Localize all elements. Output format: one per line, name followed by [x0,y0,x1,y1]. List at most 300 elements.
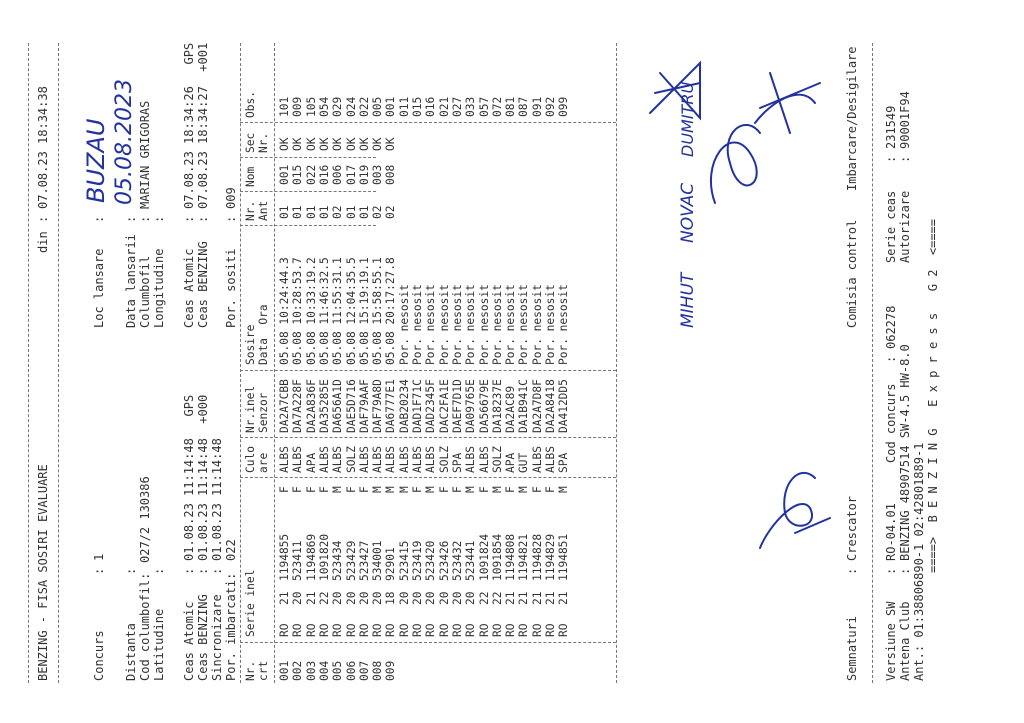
ceas-atomic-label: Ceas Atomic [182,601,196,681]
cell-nom: 003 [371,164,385,185]
cell-sosire: 05.08 15:19:19.1 [357,257,371,365]
crescator-signature [760,473,830,548]
cell-culoare: ALBS [291,446,305,473]
cell-stare: OK [357,137,371,151]
cell-obs: 005 [371,96,385,117]
cell-inel: 523427 [357,540,371,581]
cell-tara: RO [464,623,478,637]
cell-tara: RO [317,623,331,637]
cell-tara: RO [437,623,451,637]
cell-obs: 092 [544,96,557,117]
cell-sosire: Por. nesosit [517,284,531,365]
cell-an: 18 [384,591,398,605]
cell-tara: RO [424,623,438,637]
cell-nr: 007 [357,660,371,681]
cell-ant: 01 [291,205,305,219]
serie-ceas-colon: : [884,155,898,163]
cell-sex: F [304,486,318,493]
cell-inel: 1194828 [530,533,544,581]
columbofil-label: Columbofil [138,255,152,328]
cell-sex: F [344,486,358,493]
cell-sosire: Por. nesosit [437,284,451,365]
cell-ant: 02 [371,205,385,219]
cell-tara: RO [371,623,385,637]
columbofil-value: MARIAN GRIGORAS [138,100,152,209]
cell-obs: 081 [504,96,518,117]
cell-sosire: Por. nesosit [464,284,478,365]
cell-senzor: DA35285E [317,379,331,433]
cell-an: 20 [464,591,478,605]
cell-culoare: ALBS [357,446,371,473]
cell-sosire: Por. nesosit [557,284,571,365]
right-benzing-colon: : [196,215,210,223]
cell-sex: F [477,486,491,493]
cell-sosire: Por. nesosit [504,284,518,365]
cell-sex: F [544,486,557,493]
commission-signature-3 [755,73,820,133]
cell-obs: 016 [424,96,438,117]
cell-tara: RO [411,623,424,637]
cell-an: 20 [331,591,345,605]
cell-tara: RO [357,623,371,637]
cell-obs: 022 [357,96,371,117]
cell-ant: 01 [278,205,291,219]
cell-inel: 534001 [371,540,385,581]
cell-culoare: ALBS [530,446,544,473]
din-label: din [36,231,50,253]
cell-nr: 009 [384,660,398,681]
col-obs: Obs. [244,91,257,118]
cell-senzor: DA2A8418 [544,379,557,433]
ceas-atomic-value: 01.08.23 11:14:48 GPS [182,394,196,561]
col-senzor: Senzor [257,392,270,433]
cell-culoare: SOLZ [437,446,451,473]
cell-inel: 523420 [424,540,438,581]
cell-inel: 1091820 [317,533,331,581]
commission-signature-1 [650,63,700,118]
right-benzing-label: Ceas BENZING [196,241,210,328]
cell-sex: F [530,486,544,493]
cell-obs: 021 [437,96,451,117]
cell-an: 21 [278,591,291,605]
cell-obs: 091 [530,96,544,117]
col-are: are [257,452,270,473]
cell-senzor: DA656A1D [331,379,345,433]
cell-obs: 087 [517,96,531,117]
cell-obs: 105 [304,96,318,117]
cell-inel: 523432 [450,540,464,581]
cell-obs: 054 [317,96,331,117]
cell-tara: RO [544,623,557,637]
semnaturi-label: Semnaturi [845,615,859,681]
cell-culoare: ALBS [424,446,438,473]
cell-inel: 1194829 [544,533,557,581]
cell-nom: 019 [357,164,371,185]
cell-an: 20 [344,591,358,605]
cell-senzor: DA1B941C [517,379,531,433]
cell-sosire: Por. nesosit [450,284,464,365]
cell-culoare: ALBS [371,446,385,473]
cell-inel: 523434 [331,540,345,581]
cell-tara: RO [344,623,358,637]
concurs-label: Concurs [92,630,106,681]
commission-signature-2 [711,125,760,203]
sositi-value: 009 [224,187,238,209]
cell-inel: 523429 [344,540,358,581]
cell-tara: RO [530,623,544,637]
cell-obs: 033 [464,96,478,117]
cell-senzor: DAE5D716 [344,379,358,433]
sincronizare-value: 01.08.23 11:14:48 [210,438,224,561]
cell-senzor: DAD2345F [424,379,438,433]
cell-ant: 02 [384,205,398,219]
cell-sex: M [517,486,531,493]
sheet-title: BENZING - FISA SOSIRI EVALUARE [36,464,50,681]
cell-ant: 01 [344,205,358,219]
cell-culoare: APA [504,452,518,473]
cell-senzor: DAC2FA1E [437,379,451,433]
col-nrinel: Nr.inel [244,385,257,433]
cell-senzor: DAEF7D1D [450,379,464,433]
antena-label: Antena Club [898,601,912,681]
sincronizare-colon: : [210,567,224,575]
col-nr-ant: Nr. [244,200,257,221]
cod-concurs-colon: : [884,355,898,363]
cell-stare: OK [304,137,318,151]
concurs-colon: : [92,567,106,575]
cell-an: 20 [371,591,385,605]
cell-an: 20 [411,591,424,605]
cell-senzor: DA2A836F [304,379,318,433]
cell-sosire: Por. nesosit [477,284,491,365]
cell-inel: 1091854 [490,533,504,581]
sign-name-2: NOVAC [678,182,698,243]
cell-culoare: SPA [450,452,464,473]
cell-tara: RO [304,623,318,637]
col-nr: Nr. [244,660,257,681]
cell-an: 20 [397,591,411,605]
cell-an: 22 [477,591,491,605]
autorizare-colon: : [898,155,912,163]
cell-nr: 008 [371,660,385,681]
cell-obs: 001 [384,96,398,117]
cell-inel: 1194851 [557,533,571,581]
cell-stare: OK [278,137,291,151]
cell-nom: 001 [278,164,291,185]
cell-sosire: 05.08 10:33:19.2 [304,257,318,365]
cell-sex: M [490,486,504,493]
cell-nr: 005 [331,660,345,681]
cell-tara: RO [331,623,345,637]
cell-obs: 024 [344,96,358,117]
semnaturi-colon: : [845,567,859,575]
cell-tara: RO [397,623,411,637]
cell-ant: 01 [317,205,331,219]
cell-sex: M [331,486,345,493]
cell-inel: 1091824 [477,533,491,581]
cell-an: 21 [544,591,557,605]
cell-sex: M [384,486,398,493]
longitudine-label: Longitudine [152,248,166,328]
right-atomic-colon: : [182,215,196,223]
cell-sosire: 05.08 11:46:32.5 [317,257,331,365]
ceas-benzing-label: Ceas BENZING [196,594,210,681]
cell-sex: F [317,486,331,493]
sign-name-1: MIHUT [678,272,698,328]
cell-sosire: Por. nesosit [411,284,424,365]
cell-an: 20 [450,591,464,605]
latitudine-label: Latitudine [152,608,166,681]
cell-tara: RO [517,623,531,637]
autorizare-label: Autorizare [898,190,912,263]
cell-sex: F [411,486,424,493]
cell-sex: F [357,486,371,493]
cell-obs: 072 [490,96,504,117]
cell-culoare: ALBS [384,446,398,473]
cell-an: 20 [291,591,305,605]
cell-senzor: DA2A7CBB [278,379,291,433]
cell-sex: M [371,486,385,493]
cell-sex: F [504,486,518,493]
latitudine-colon: : [152,567,166,575]
cell-sex: F [291,486,305,493]
cell-tara: RO [384,623,398,637]
cell-obs: 099 [557,96,571,117]
cell-senzor: DAF79AAF [357,379,371,433]
col-crt: crt [257,660,270,681]
cell-culoare: ALBS [317,446,331,473]
cell-obs: 027 [450,96,464,117]
cell-an: 21 [517,591,531,605]
sincronizare-label: Sincronizare [210,594,224,681]
autorizare-value: 90001F94 [898,91,912,149]
cell-culoare: ALBS [331,446,345,473]
cell-an: 22 [490,591,504,605]
cod-concurs-label: Cod concurs [884,383,898,463]
cell-inel: 1194855 [278,533,291,581]
sositi-label: Por. sositi [224,248,238,328]
imbarcare-label: Imbarcare/Desigilare [845,46,859,191]
versiune-value: RO-04.01 [884,503,898,561]
cell-sex: F [278,486,291,493]
cell-sex: M [397,486,411,493]
express-banner: ====> B E N Z I N G E x p r e s s G 2 <==== [926,218,940,573]
col-culo: Culo [244,446,257,473]
cell-stare: OK [344,137,358,151]
cell-sex: M [424,486,438,493]
distanta-colon: : [124,567,138,575]
cell-senzor: DAD1F71C [411,379,424,433]
cell-tara: RO [291,623,305,637]
sositi-colon: : [224,215,238,223]
loc-label: Loc lansare [92,248,106,328]
cell-sosire: Por. nesosit [424,284,438,365]
cell-tara: RO [504,623,518,637]
cell-sosire: 05.08 11:55:31.1 [331,257,345,365]
cell-inel: 1194821 [517,533,531,581]
cod-concurs-value: 062278 [884,305,898,349]
col-serie: Serie inel [244,569,257,637]
cell-sosire: 05.08 10:28:53.7 [291,257,305,365]
cell-sosire: 05.08 20:17:27.8 [384,257,398,365]
cell-culoare: ALBS [397,446,411,473]
serie-ceas-value: 231549 [884,105,898,149]
cell-an: 20 [424,591,438,605]
cell-senzor: DA412DD5 [557,379,571,433]
antenna-ids: Ant.: 01:38806890-1 02:42801889-1 [912,442,926,681]
cell-senzor: DA2A7D8F [530,379,544,433]
columbofil-colon: : [138,215,152,223]
col-sec-nr: Nr. [257,132,270,153]
cell-culoare: ALBS [411,446,424,473]
cell-obs: 101 [278,96,291,117]
cell-an: 22 [317,591,331,605]
loc-handwritten: BUZAU [82,118,110,203]
cell-tara: RO [490,623,504,637]
longitudine-colon: : [152,215,166,223]
cell-tara: RO [450,623,464,637]
cell-senzor: DA7A228F [291,379,305,433]
right-benzing-value: 07.08.23 18:34:27 +001 [196,42,210,209]
cell-nom: 008 [384,164,398,185]
cod-label: Cod columbofil: [138,572,152,681]
antena-colon: : [898,567,912,575]
antena-value: BENZING 48907514 SW-4.5 HW-8.0 [898,344,912,561]
right-atomic-label: Ceas Atomic [182,248,196,328]
cell-ant: 01 [357,205,371,219]
cell-nr: 001 [278,660,291,681]
cell-senzor: DA2AC89 [504,385,518,433]
cell-obs: 029 [331,96,345,117]
cell-culoare: GUT [517,452,531,473]
cell-inel: 1194869 [304,533,318,581]
din-colon: : [36,215,50,223]
cell-culoare: SPA [557,452,571,473]
cell-sosire: Por. nesosit [544,284,557,365]
cell-sosire: Por. nesosit [490,284,504,365]
cell-stare: OK [384,137,398,151]
cell-senzor: DA09765E [464,379,478,433]
cell-culoare: SOLZ [490,446,504,473]
cell-sosire: Por. nesosit [530,284,544,365]
cell-stare: OK [317,137,331,151]
cell-stare: OK [331,137,345,151]
cell-nom: 015 [291,164,305,185]
cell-tara: RO [557,623,571,637]
cell-stare: OK [291,137,305,151]
cell-nr: 002 [291,660,305,681]
cell-nr: 003 [304,660,318,681]
crescator-label: Crescator [845,495,859,561]
cell-nr: 004 [317,660,331,681]
cell-nr: 006 [344,660,358,681]
cell-an: 21 [504,591,518,605]
col-data-ora: Data Ora [257,304,270,365]
right-atomic-value: 07.08.23 18:34:26 GPS [182,42,196,209]
cell-obs: 015 [411,96,424,117]
cell-ant: 02 [331,205,345,219]
cell-senzor: DAB20234 [397,379,411,433]
col-sosire: Sosire [244,324,257,365]
cell-an: 20 [357,591,371,605]
cell-an: 21 [557,591,571,605]
cell-inel: 523415 [397,540,411,581]
cell-nom: 016 [317,164,331,185]
col-ant: Ant [257,200,270,221]
cell-culoare: SOLZ [344,446,358,473]
ceas-atomic-colon: : [182,567,196,575]
cell-obs: 011 [397,96,411,117]
distanta-label: Distanta [124,623,138,681]
versiune-colon: : [884,567,898,575]
cell-nom: 022 [304,164,318,185]
cell-sex: F [437,486,451,493]
cell-culoare: ALBS [278,446,291,473]
cell-stare: OK [371,137,385,151]
cell-tara: RO [477,623,491,637]
cell-obs: 057 [477,96,491,117]
cell-sex: F [450,486,464,493]
footer-rule [872,43,873,683]
cell-ant: 01 [304,205,318,219]
sign-name-3: DUMITRU [678,81,697,157]
data-lansarii-label: Data lansarii [124,234,138,328]
ceas-benzing-colon: : [196,567,210,575]
cell-culoare: ALBS [544,446,557,473]
cod-value: 027/2 130386 [138,476,152,563]
cell-inel: 523411 [291,540,305,581]
cell-obs: 009 [291,96,305,117]
cell-senzor: DA56679E [477,379,491,433]
cell-inel: 1194808 [504,533,518,581]
cell-inel: 523426 [437,540,451,581]
col-sec: Sec [244,132,257,153]
ceas-benzing-value: 01.08.23 11:14:48 +000 [196,394,210,561]
print-date: 07.08.23 18:34:38 [36,86,50,209]
imbarcati-label: Por. imbarcati: [224,572,238,681]
cell-tara: RO [278,623,291,637]
data-lansarii-colon: : [124,215,138,223]
cell-culoare: ALBS [464,446,478,473]
comisia-label: Comisia control [845,219,859,328]
cell-an: 21 [530,591,544,605]
cell-sosire: 05.08 12:04:35.5 [344,257,358,365]
cell-nom: 017 [344,164,358,185]
cell-inel: 523441 [464,540,478,581]
versiune-label: Versiune SW [884,601,898,681]
cell-inel: 523419 [411,540,424,581]
cell-an: 21 [304,591,318,605]
cell-sosire: 05.08 10:24:44.3 [278,257,291,365]
cell-sex: M [464,486,478,493]
col-nom: Nom [244,166,257,187]
imbarcati-value: 022 [224,539,238,561]
cell-culoare: APA [304,452,318,473]
cell-sosire: Por. nesosit [397,284,411,365]
cell-inel: 92901 [384,547,398,581]
cell-senzor: DA18237E [490,379,504,433]
cell-sex: M [557,486,571,493]
serie-ceas-label: Serie ceas [884,190,898,263]
data-lansarii-handwritten: 05.08.2023 [112,79,137,205]
cell-culoare: ALBS [477,446,491,473]
cell-senzor: DAF79A8D [371,379,385,433]
cell-nom: 006 [331,164,345,185]
cell-sosire: 05.08 15:58:55.1 [371,257,385,365]
cell-senzor: DA6777E1 [384,379,398,433]
cell-an: 20 [437,591,451,605]
concurs-value: 1 [92,553,106,561]
